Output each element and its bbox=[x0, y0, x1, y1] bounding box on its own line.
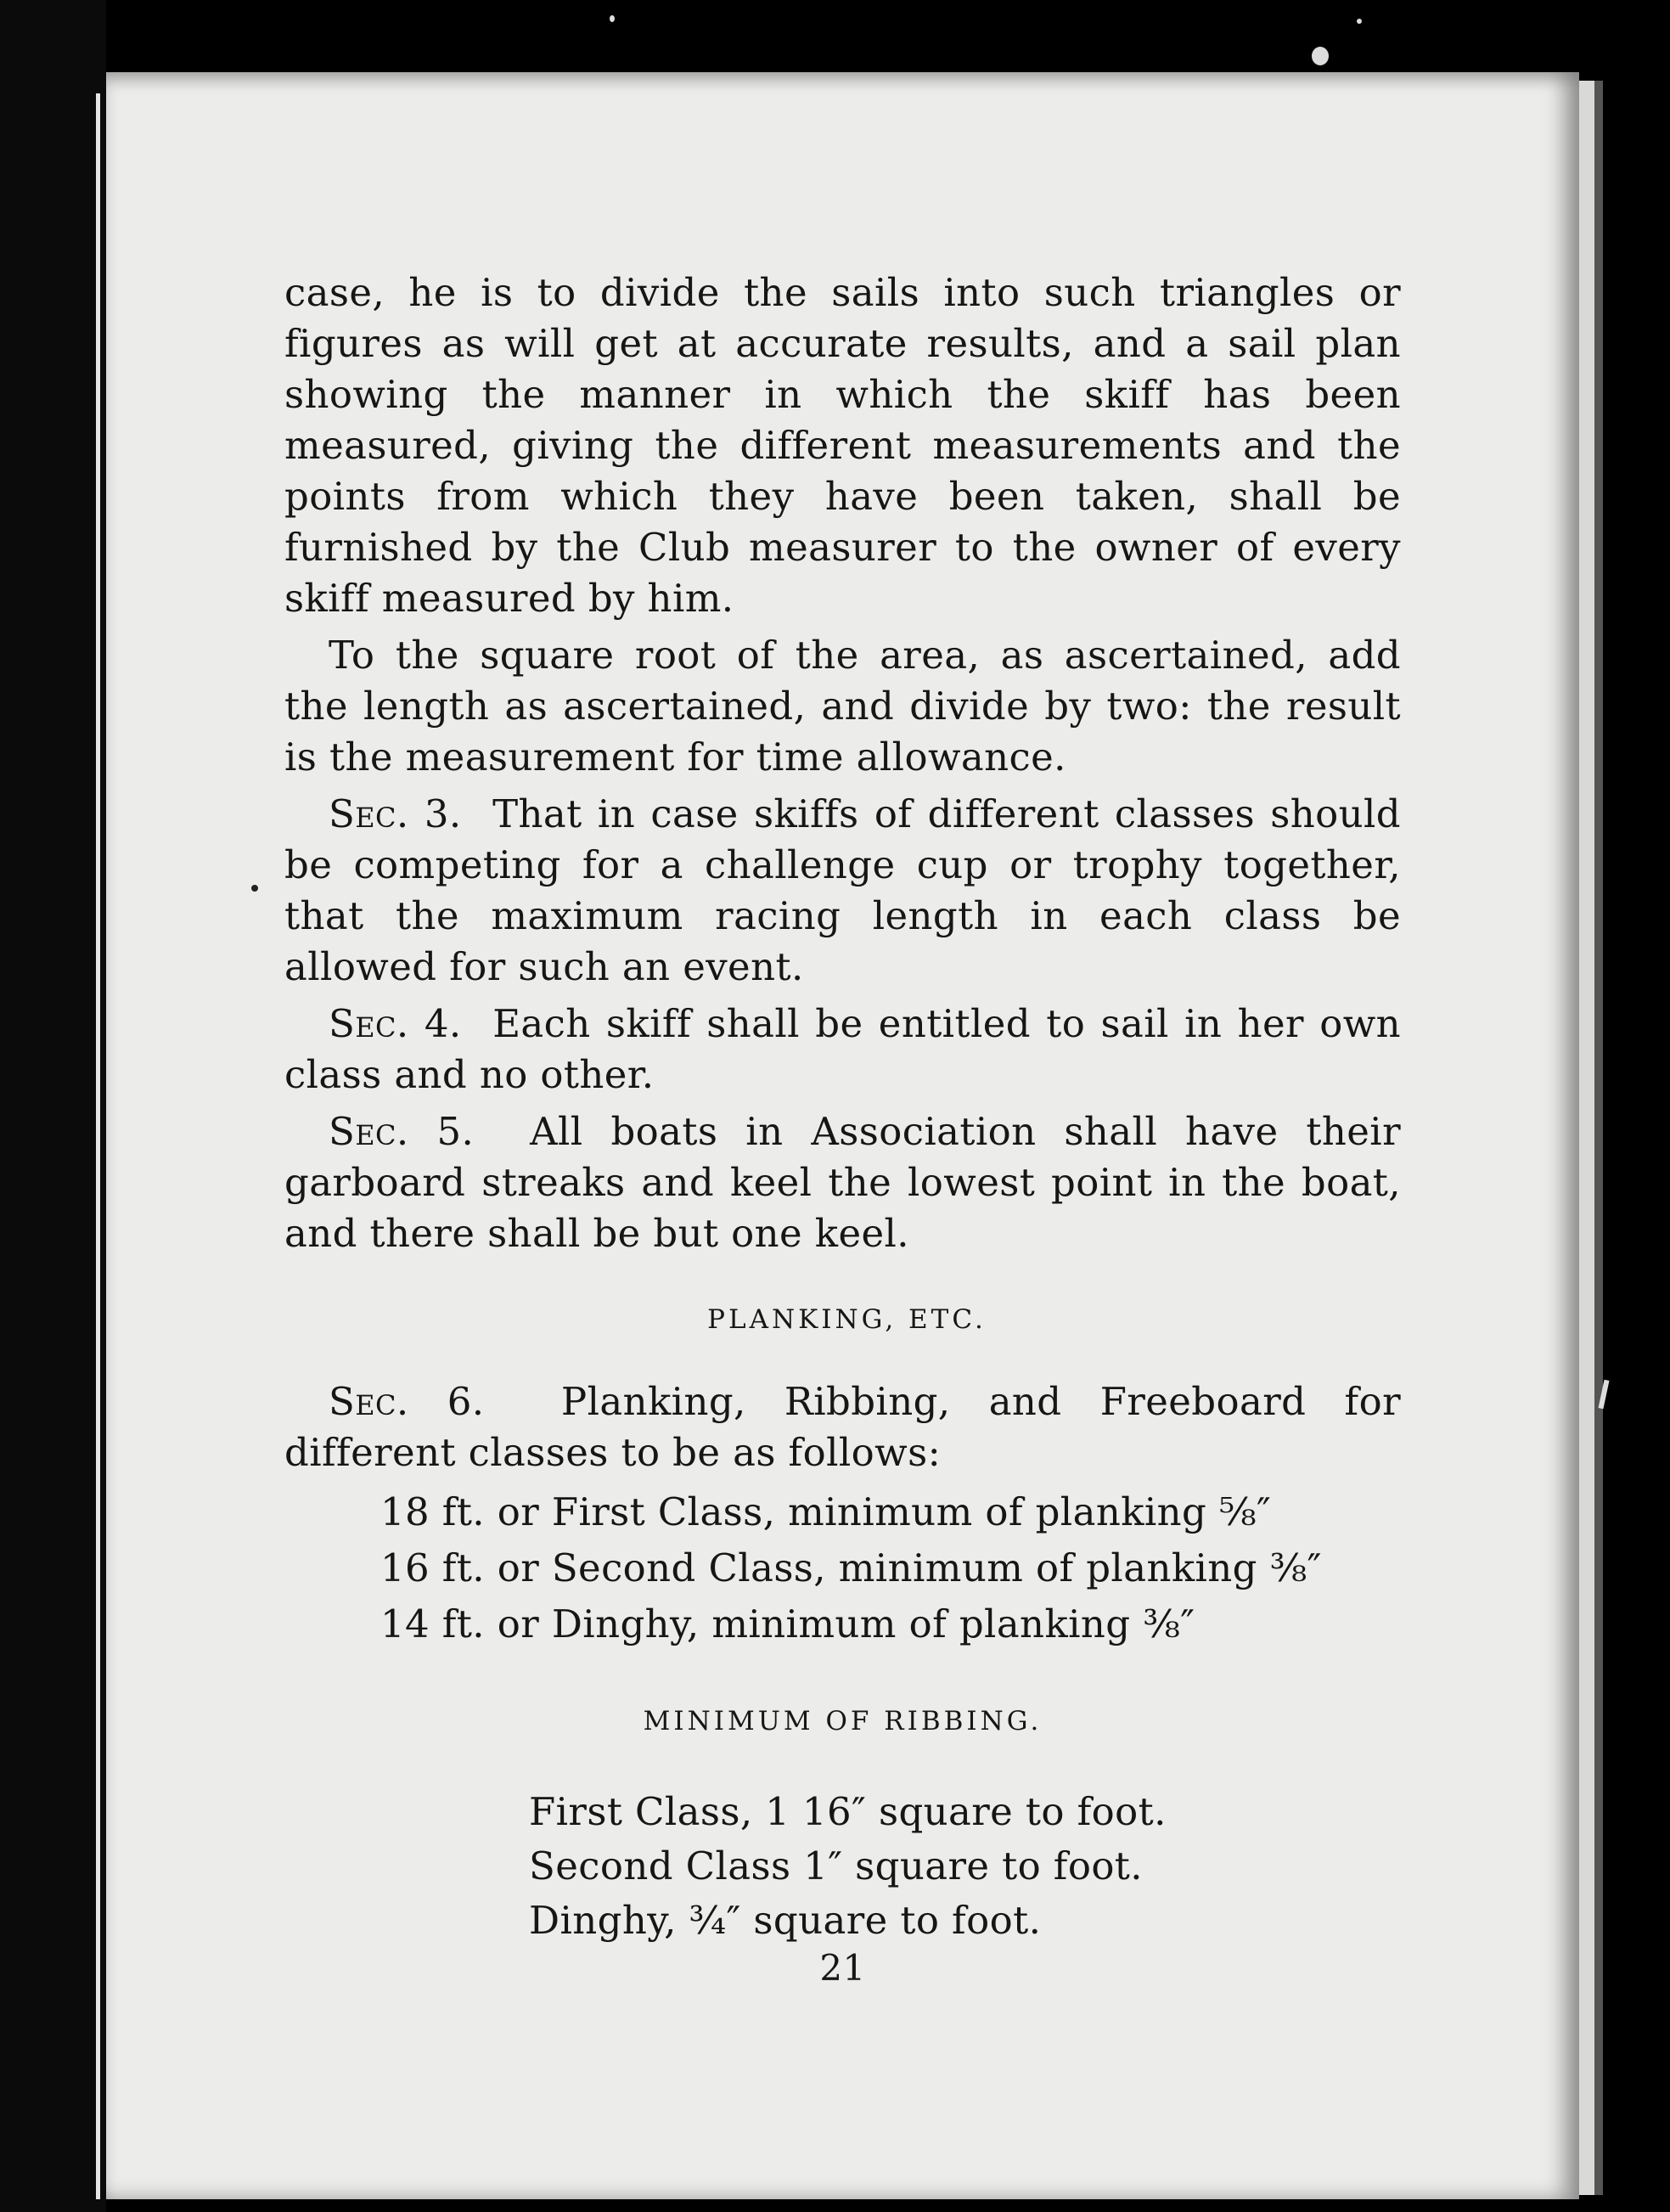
section-4-label: Sec. 4. bbox=[329, 1001, 462, 1046]
page-number: 21 bbox=[819, 1947, 866, 1989]
ribbing-list bbox=[529, 1785, 1401, 1948]
section-6 bbox=[284, 1376, 1401, 1478]
page-right-edge bbox=[1579, 81, 1594, 2195]
ribbing-item-second-class: Second Class 1″ square to foot. bbox=[529, 1843, 1143, 1888]
heading-planking: PLANKING, ETC. bbox=[707, 1304, 987, 1335]
book-spine-shadow bbox=[0, 0, 106, 2212]
previous-page-edge bbox=[96, 93, 100, 2199]
planking-list bbox=[380, 1484, 1401, 1652]
section-5 bbox=[284, 1106, 1401, 1259]
section-3 bbox=[284, 789, 1401, 993]
section-6-label: Sec. 6. bbox=[329, 1379, 485, 1424]
scan-speck bbox=[610, 15, 615, 22]
planking-item-dinghy: 14 ft. or Dinghy, minimum of planking ⅜″ bbox=[380, 1601, 1195, 1646]
section-3-text: That in case skiffs of different classes should be competing for a challenge cup or trophy together, that the maximum racing length in each class be allowed for such an event. bbox=[284, 791, 1402, 989]
scan-speck bbox=[1357, 19, 1362, 24]
paragraph-continued: case, he is to divide the sails into such triangles or figures as will get at accurate results, and a sail plan showing the manner in which the skiff has been measured, giving the different measurements and the points from which they have been taken, shall be furnished by the Club measurer to the owner of every skiff measured by him. bbox=[284, 270, 1401, 621]
scan-speck bbox=[1312, 47, 1329, 65]
planking-item-first-class: 18 ft. or First Class, minimum of planking ⅝″ bbox=[380, 1489, 1272, 1534]
ribbing-item-dinghy: Dinghy, ¾″ square to foot. bbox=[529, 1898, 1042, 1943]
section-6-text: Planking, Ribbing, and Freeboard for different classes to be as follows: bbox=[284, 1379, 1401, 1475]
page-text bbox=[284, 267, 1401, 1992]
section-4-text: Each skiff shall be entitled to sail in her own class and no other. bbox=[284, 1001, 1401, 1097]
margin-dot bbox=[251, 885, 258, 892]
paragraph-time-allowance: To the square root of the area, as ascertained, add the length as ascertained, and divide by two: the result is the measurement for time allowance. bbox=[284, 633, 1401, 780]
section-4 bbox=[284, 999, 1401, 1100]
planking-item-second-class: 16 ft. or Second Class, minimum of planking ⅜″ bbox=[380, 1545, 1322, 1590]
heading-ribbing: MINIMUM OF RIBBING. bbox=[643, 1706, 1043, 1736]
section-5-label: Sec. 5. bbox=[329, 1109, 475, 1154]
page-edge-shadow bbox=[1594, 81, 1603, 2195]
section-5-text: All boats in Association shall have their garboard streaks and keel the lowest point in the boat, and there shall be but one keel. bbox=[284, 1109, 1401, 1256]
section-3-label: Sec. 3. bbox=[329, 791, 462, 836]
ribbing-item-first-class: First Class, 1 16″ square to foot. bbox=[529, 1789, 1167, 1834]
